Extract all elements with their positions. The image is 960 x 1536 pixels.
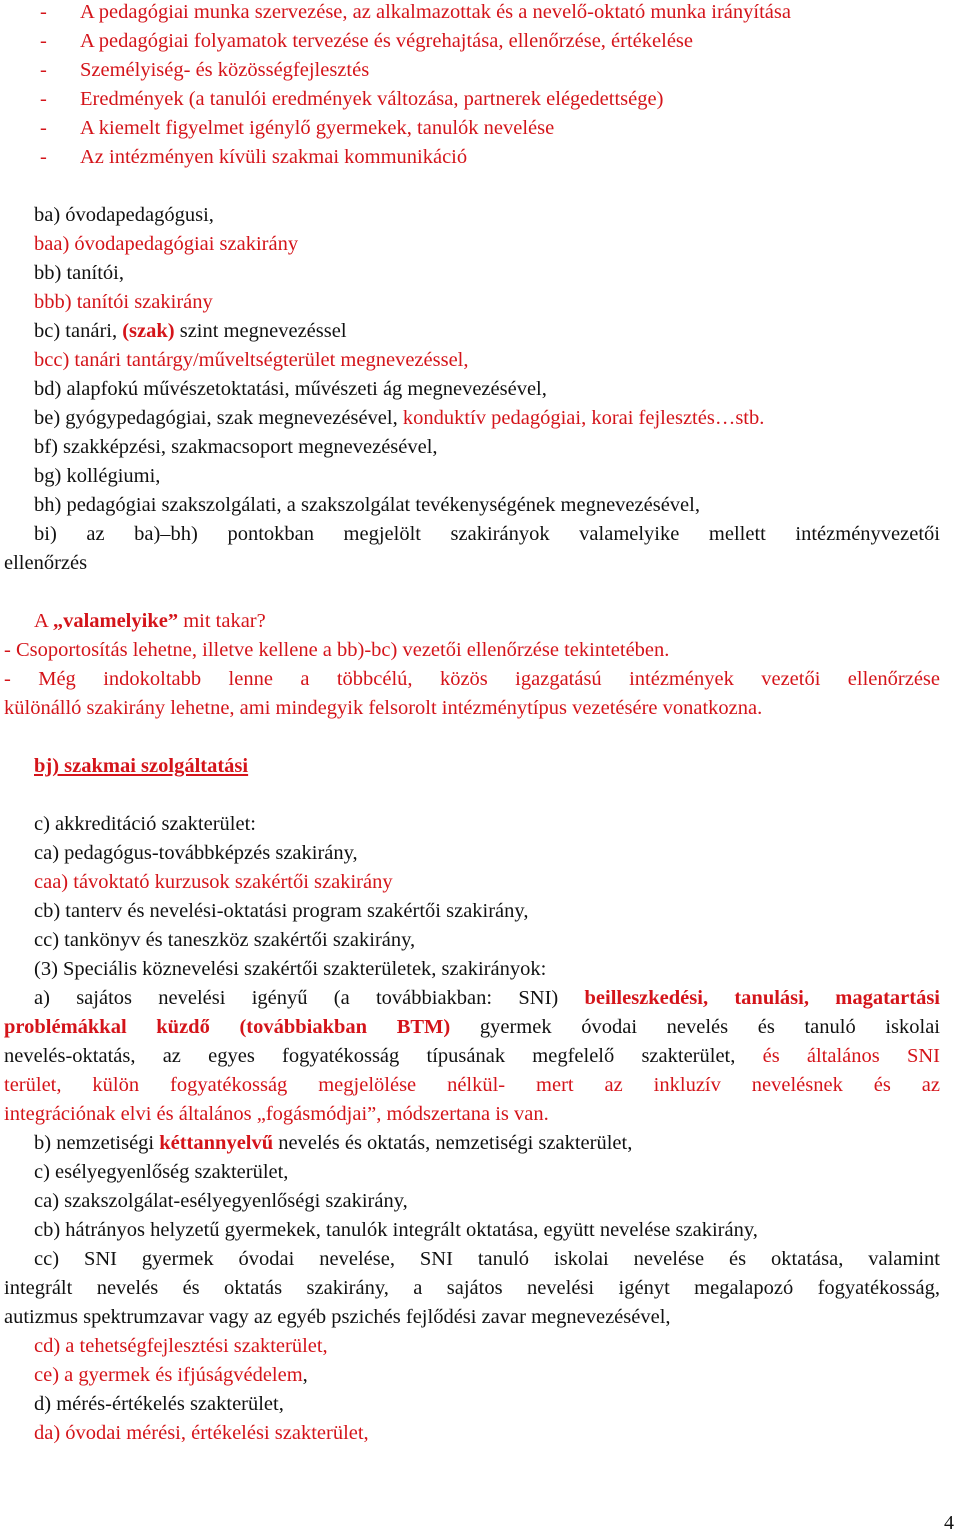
list-item: ba) óvodapedagógusi, — [34, 204, 214, 226]
list-item-continuation: ellenőrzés — [4, 552, 88, 574]
paragraph-text: gyermek óvodai nevelés és tanuló iskolai — [479, 1016, 940, 1038]
list-item: d) mérés-értékelés szakterület, — [34, 1393, 284, 1415]
list-item-text: b) nemzetiségi — [34, 1132, 155, 1154]
bullet-item: - — [40, 1, 47, 23]
list-item — [34, 406, 764, 430]
paragraph-line — [4, 1044, 940, 1068]
paragraph-line — [34, 986, 940, 1010]
page-number: 4 — [944, 1512, 954, 1534]
list-item: bg) kollégiumi, — [34, 465, 161, 487]
list-item: bbb) tanítói szakirány — [34, 291, 213, 313]
highlight-text: ce) a gyermek és ifjúságvédelem — [34, 1364, 303, 1386]
list-item-continuation: autizmus spektrumzavar vagy az egyéb pszichés fejlődési zavar megnevezésével, — [4, 1306, 671, 1328]
question-keyword: „valamelyike” — [52, 610, 179, 632]
bullet-item-text: Eredmények (a tanulói eredmények változása, partnerek elégedettsége) — [80, 88, 664, 110]
list-item: caa) távoktató kurzusok szakértői szakirány — [34, 871, 393, 893]
list-item: c) esélyegyenlőség szakterület, — [34, 1161, 289, 1183]
highlight-text: (szak) — [122, 320, 175, 342]
list-item-text: , — [302, 1364, 308, 1386]
bullet-item-text: A kiemelt figyelmet igénylő gyermekek, tanulók nevelése — [80, 117, 555, 139]
section-heading: bj) szakmai szolgáltatási — [34, 755, 249, 777]
list-item: da) óvodai mérési, értékelési szakterület, — [34, 1422, 369, 1444]
list-item: bb) tanítói, — [34, 262, 124, 284]
paragraph-line: terület, külön fogyatékosság megjelölése nélkül- mert az inkluzív nevelésnek és az — [4, 1074, 940, 1096]
list-item: baa) óvodapedagógiai szakirány — [34, 233, 299, 255]
bullet-item-text: Az intézményen kívüli szakmai kommunikáció — [80, 146, 468, 168]
list-item: bi) az ba)–bh) pontokban megjelölt szakirányok valamelyike mellett intézményvezetői — [34, 523, 940, 545]
highlight-text: beilleszkedési, tanulási, magatartási — [584, 987, 940, 1009]
list-item-text: nevelés és oktatás, nemzetiségi szakterület, — [278, 1132, 633, 1154]
bullet-item: - — [40, 117, 47, 139]
bullet-item: - — [40, 30, 47, 52]
list-item — [34, 1131, 632, 1155]
list-item: bcc) tanári tantárgy/műveltségterület megnevezéssel, — [34, 349, 469, 371]
list-item: bd) alapfokú művészetoktatási, művészeti ág megnevezésével, — [34, 378, 547, 400]
list-item: c) akkreditáció szakterület: — [34, 813, 256, 835]
paragraph-text: nevelés-oktatás, az egyes fogyatékosság típusának megfelelő szakterület, — [4, 1045, 736, 1067]
question-text: A — [34, 610, 48, 632]
bullet-item-text: A pedagógiai munka szervezése, az alkalmazottak és a nevelő-oktató munka irányítása — [80, 1, 791, 23]
comment-line: - Még indokoltabb lenne a többcélú, közös igazgatású intézmények vezetői ellenőrzése — [4, 668, 940, 690]
paragraph-text: a) sajátos nevelési igényű (a továbbiakban: SNI) — [34, 987, 559, 1009]
highlight-text: és általános SNI — [762, 1045, 940, 1067]
list-item: ca) pedagógus-továbbképzés szakirány, — [34, 842, 358, 864]
list-item-continuation: integrált nevelés és oktatás szakirány, a sajátos nevelési igényt megalapozó fogyatékosság, — [4, 1277, 940, 1299]
bullet-item-text: A pedagógiai folyamatok tervezése és végrehajtása, ellenőrzése, értékelése — [80, 30, 693, 52]
bullet-item: - — [40, 88, 47, 110]
list-item: cb) tanterv és nevelési-oktatási program szakértői szakirány, — [34, 900, 529, 922]
question-text: mit takar? — [183, 610, 266, 632]
bullet-item-text: Személyiség- és közösségfejlesztés — [80, 59, 370, 81]
list-item: cc) tankönyv és taneszköz szakértői szakirány, — [34, 929, 416, 951]
question-line — [34, 609, 266, 633]
list-item: ca) szakszolgálat-esélyegyenlőségi szakirány, — [34, 1190, 408, 1212]
list-item: cd) a tehetségfejlesztési szakterület, — [34, 1335, 328, 1357]
paragraph-line — [4, 1015, 940, 1039]
list-item: (3) Speciális köznevelési szakértői szakterületek, szakirányok: — [34, 958, 547, 980]
bullet-item: - — [40, 59, 47, 81]
list-item: bf) szakképzési, szakmacsoport megnevezésével, — [34, 436, 438, 458]
bullet-item: - — [40, 146, 47, 168]
list-item: cc) SNI gyermek óvodai nevelése, SNI tanuló iskolai nevelése és oktatása, valamint — [34, 1248, 940, 1270]
comment-line: - Csoportosítás lehetne, illetve kellene a bb)-bc) vezetői ellenőrzése tekintetében. — [4, 639, 670, 661]
list-item: cb) hátrányos helyzetű gyermekek, tanulók integrált oktatása, együtt nevelése szakirány, — [34, 1219, 758, 1241]
list-item — [34, 1363, 308, 1387]
list-item-text: bc) tanári, — [34, 320, 118, 342]
list-item: bh) pedagógiai szakszolgálati, a szakszolgálat tevékenységének megnevezésével, — [34, 494, 700, 516]
highlight-text: kéttannyelvű — [159, 1132, 274, 1154]
comment-line: különálló szakirány lehetne, ami mindegyik felsorolt intézménytípus vezetésére vonatkozna. — [4, 697, 763, 719]
list-item — [34, 319, 347, 343]
list-item-text: be) gyógypedagógiai, szak megnevezésével, — [34, 407, 398, 429]
highlight-text: konduktív pedagógiai, korai fejlesztés…stb. — [402, 407, 765, 429]
list-item-text: szint megnevezéssel — [179, 320, 347, 342]
highlight-text: problémákkal küzdő (továbbiakban BTM) — [4, 1016, 451, 1038]
paragraph-line: integrációnak elvi és általános „fogásmódjai”, módszertana is van. — [4, 1103, 549, 1125]
